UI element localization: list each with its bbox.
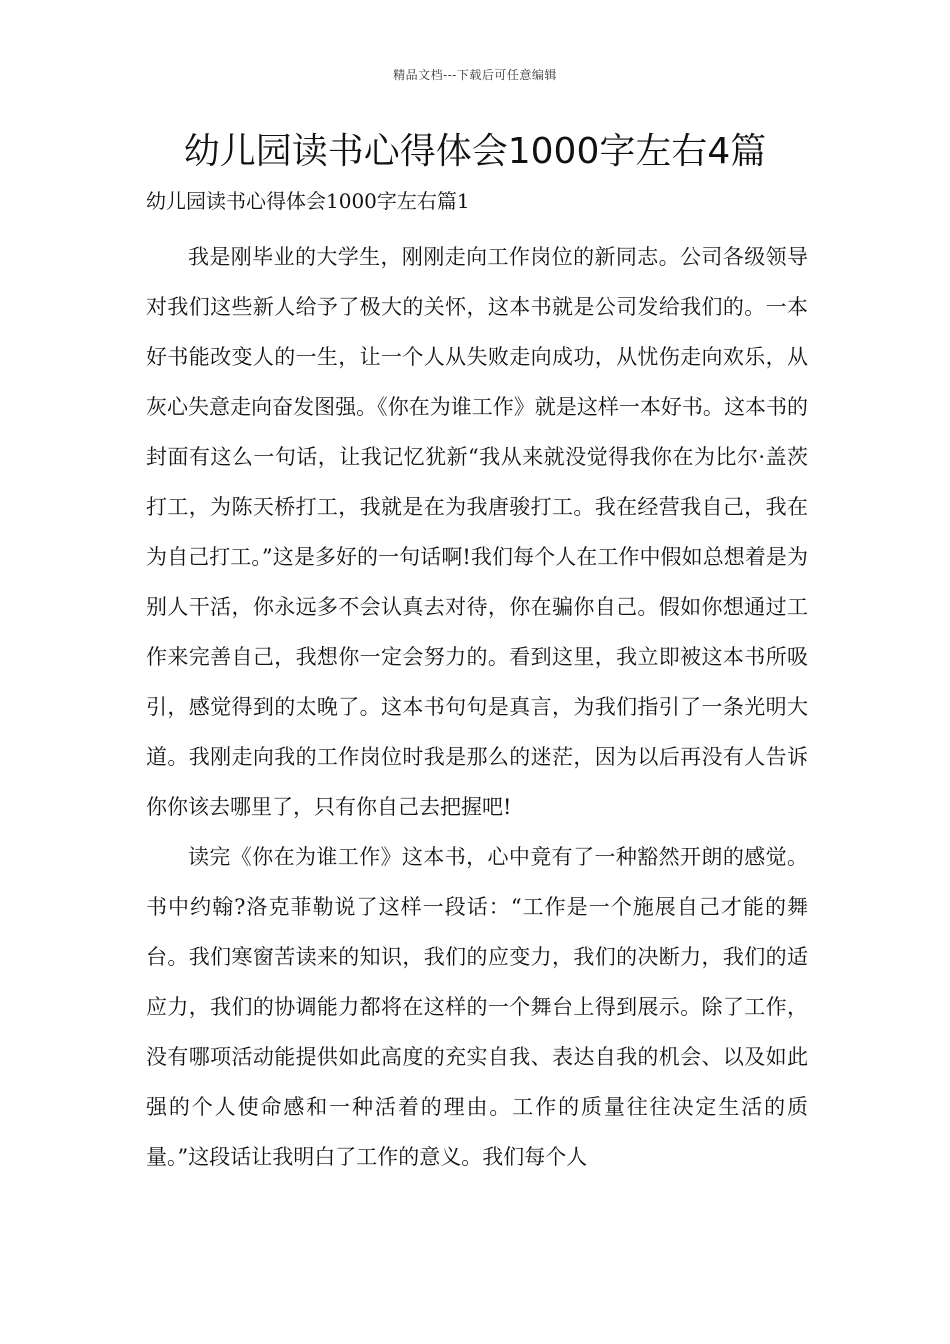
section-heading: 幼儿园读书心得体会1000字左右篇1 [146,189,470,213]
header-note: 精品文档---下载后可任意编辑 [393,68,557,82]
paragraph: 我是刚毕业的大学生，刚刚走向工作岗位的新同志。公司各级领导对我们这些新人给予了极大的关怀，这本书就是公司发给我们的。一本好书能改变人的一生，让一个人从失败走向成功，从忧伤走向欢乐，从灰心失意走向奋发图强。《你在为谁工作》就是这样一本好书。这本书的封面有这么一句话，让我记忆犹新“我从来就没觉得我你在为比尔·盖茨打工，为陈天桥打工，我就是在为我唐骏打工。我在经营我自己，我在为自己打工。”这是多好的一句话啊!我们每个人在工作中假如总想着是为别人干活，你永远多不会认真去对待，你在骗你自己。假如你想通过工作来完善自己，我想你一定会努力的。看到这里，我立即被这本书所吸引，感觉得到的太晚了。这本书句句是真言，为我们指引了一条光明大道。我刚走向我的工作岗位时我是那么的迷茫，因为以后再没有人告诉你你该去哪里了，只有你自己去把握吧! [146,245,808,819]
document-title: 幼儿园读书心得体会1000字左右4篇 [183,131,767,172]
paragraph: 读完《你在为谁工作》这本书，心中竟有了一种豁然开朗的感觉。书中约翰?洛克菲勒说了这样一段话：“工作是一个施展自己才能的舞台。我们寒窗苦读来的知识，我们的应变力，我们的决断力，我们的适应力，我们的协调能力都将在这样的一个舞台上得到展示。除了工作，没有哪项活动能提供如此高度的充实自我、表达自我的机会、以及如此强的个人使命感和一种活着的理由。工作的质量往往决定生活的质量。”这段话让我明白了工作的意义。我们每个人 [146,845,808,1169]
body-text [146,232,808,1182]
